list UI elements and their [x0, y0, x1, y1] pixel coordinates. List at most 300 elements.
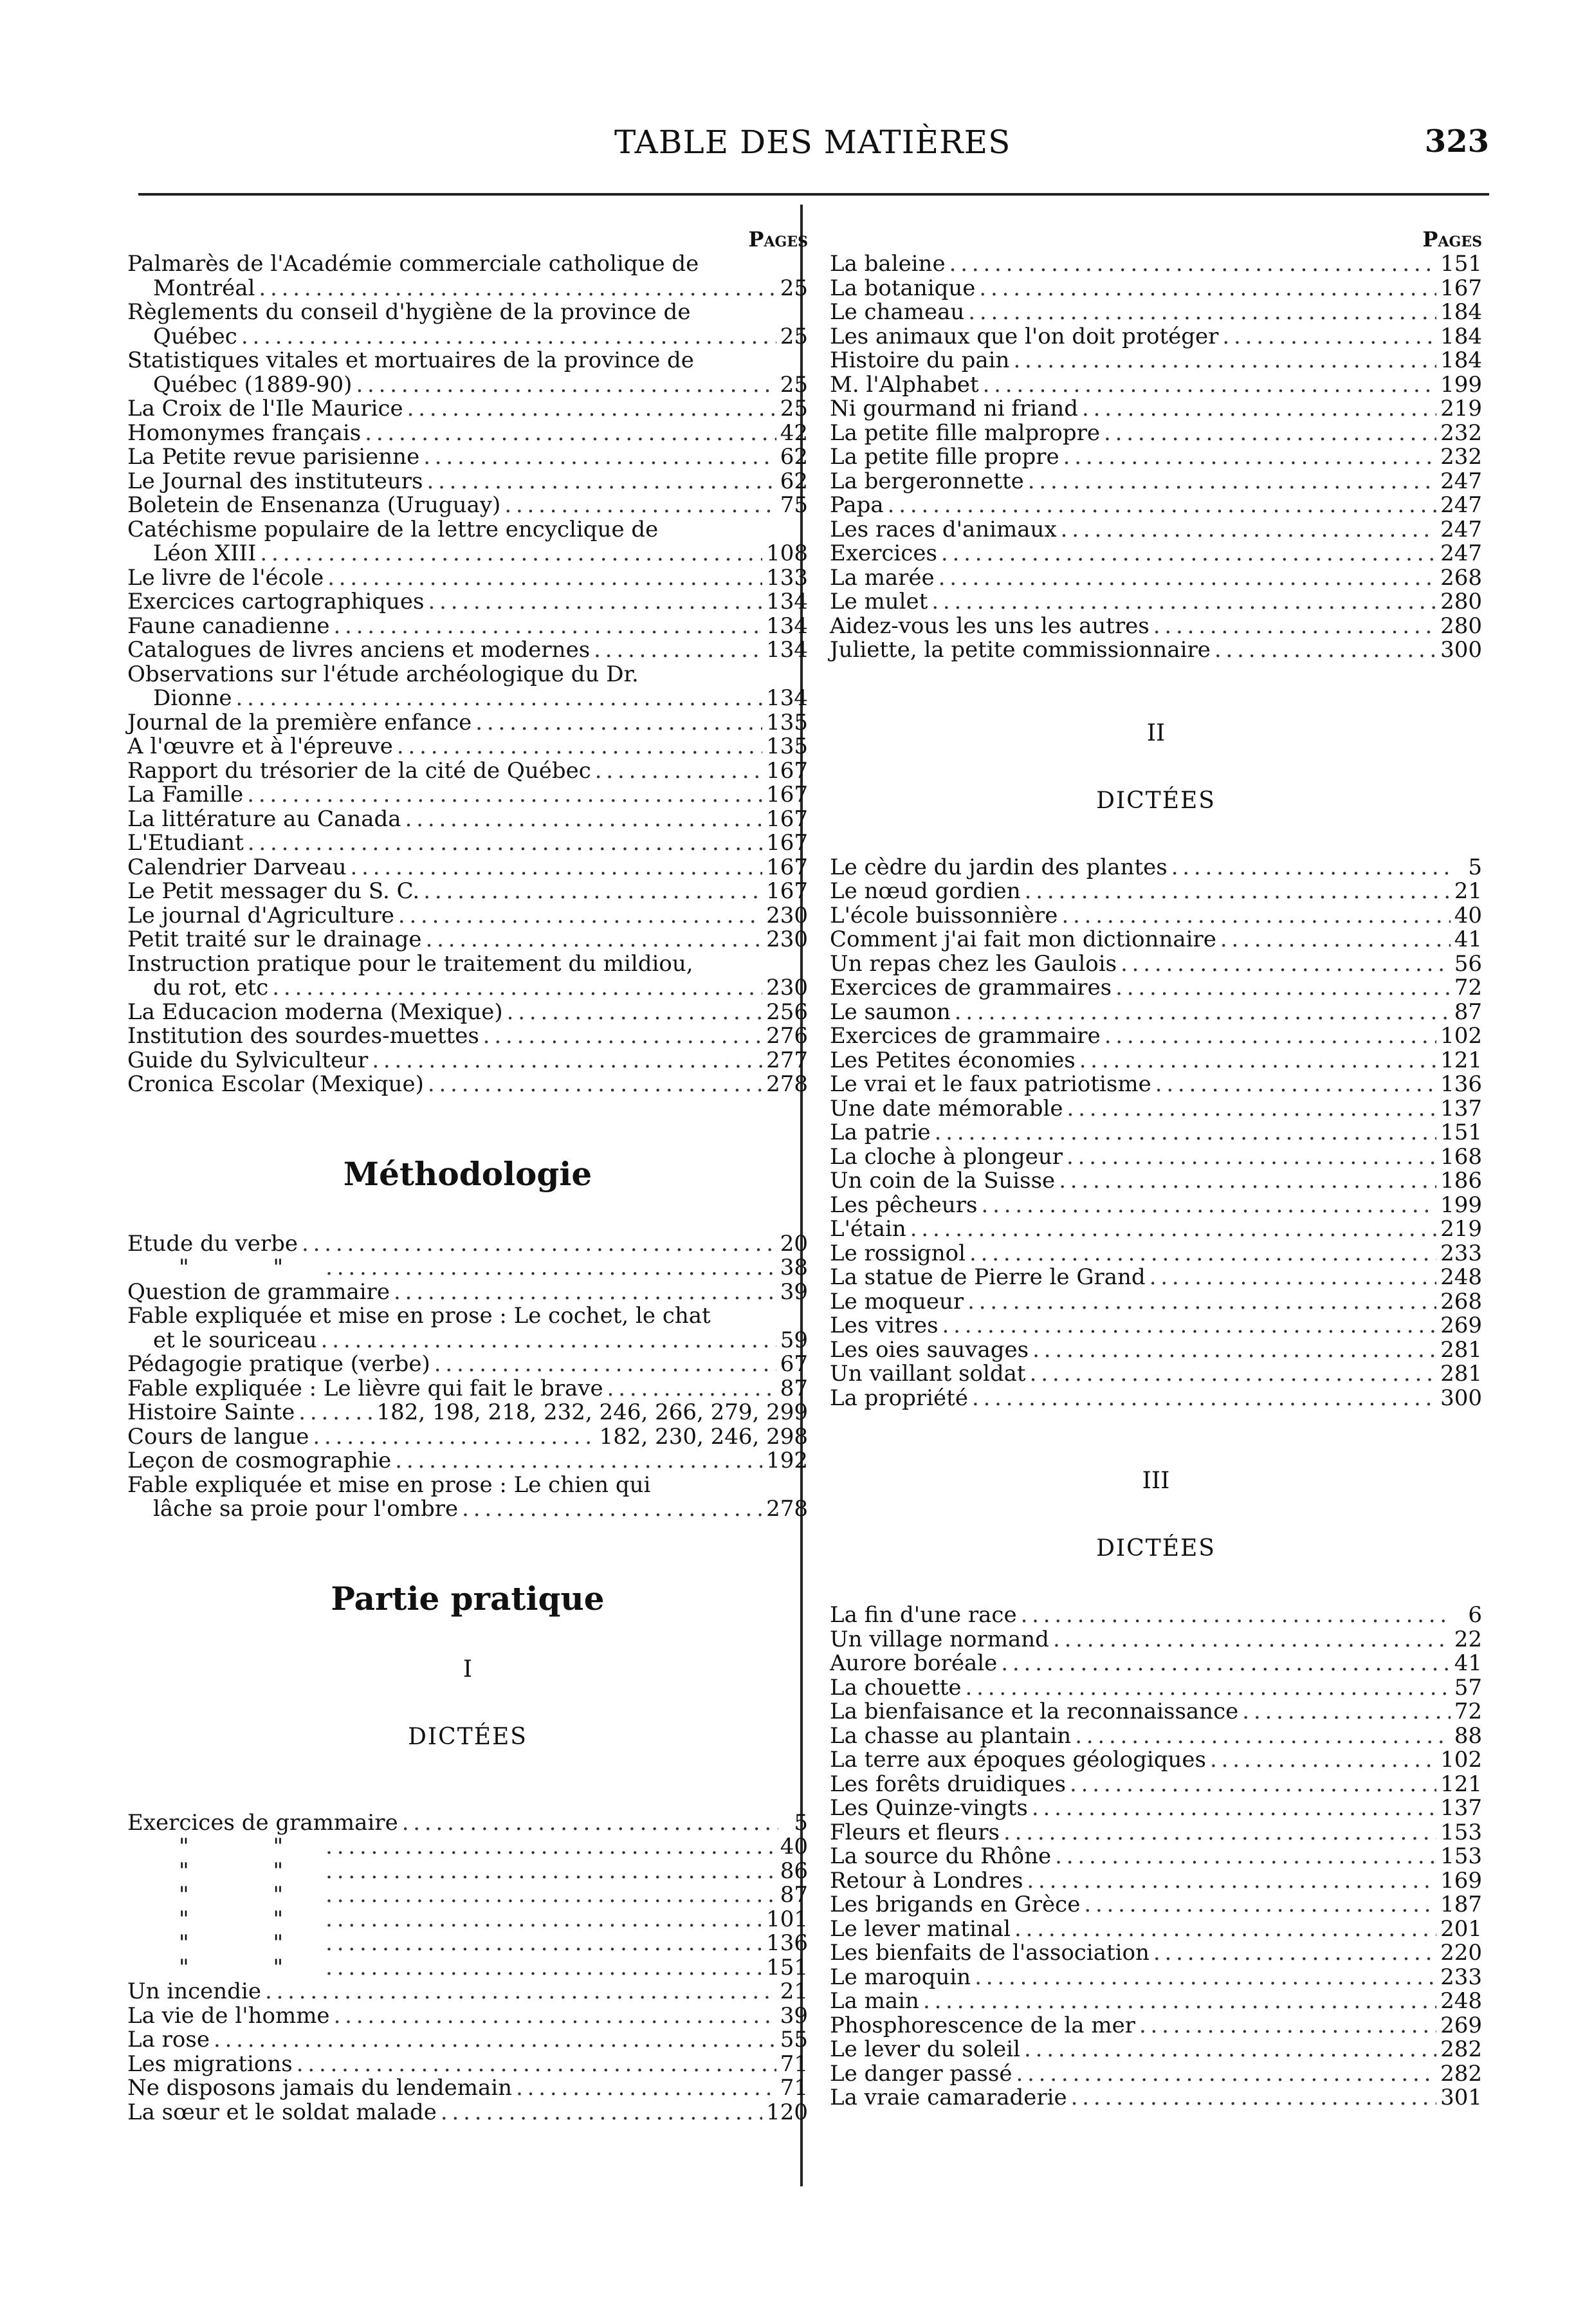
- dot-leader: [405, 807, 763, 832]
- page-number: 323: [1424, 124, 1489, 160]
- entry-title: Calendrier Darveau: [127, 854, 347, 880]
- dot-leader: [910, 1217, 1436, 1242]
- dot-leader: [1053, 1628, 1451, 1652]
- toc-entry: [830, 590, 1482, 614]
- entry-page-number: 72: [1454, 1699, 1482, 1724]
- entry-page-number: 41: [1454, 927, 1482, 952]
- dot-leader: [1001, 1652, 1451, 1676]
- entry-title: Exercices de grammaire: [830, 1023, 1101, 1049]
- entry-title: La patrie: [830, 1120, 931, 1145]
- toc-entry: [127, 928, 808, 952]
- toc-entry: [127, 807, 808, 832]
- toc-entry: [830, 880, 1482, 904]
- dot-leader: [1220, 928, 1451, 952]
- entry-title: Les bienfaits de l'association: [830, 1940, 1150, 1966]
- dot-leader: [1016, 2062, 1436, 2087]
- toc-entry: [830, 904, 1482, 928]
- methodologie-list: [127, 1232, 808, 1522]
- toc-entry: [127, 1449, 808, 1473]
- toc-entry: [830, 1966, 1482, 1990]
- subheading-dictees-i: DICTÉES: [408, 1723, 527, 1750]
- toc-entry: [127, 1425, 808, 1450]
- entry-title: Le lever matinal: [830, 1915, 1011, 1942]
- toc-entry: [127, 638, 808, 663]
- toc-entry: [830, 349, 1482, 373]
- entry-title: La terre aux époques géologiques: [830, 1747, 1206, 1773]
- entry-page-number: 167: [766, 854, 808, 880]
- dot-leader: [1104, 421, 1436, 446]
- entry-title: Statistiques vitales et mortuaires de la province de: [127, 347, 694, 373]
- entry-page-number: 167: [766, 782, 808, 807]
- entry-page-number: 278: [766, 1496, 808, 1522]
- entry-title: La botanique: [830, 275, 976, 301]
- entry-page-number: 22: [1454, 1626, 1482, 1652]
- entry-page-number: 153: [1440, 1819, 1482, 1845]
- entry-page-number: 120: [766, 2099, 808, 2125]
- dot-leader: [966, 1676, 1451, 1701]
- entry-page-number: 169: [1440, 1867, 1482, 1894]
- entry-title: Règlements du conseil d'hygiène de la province de: [127, 299, 691, 325]
- toc-entry: [830, 1242, 1482, 1266]
- dot-leader: [595, 759, 762, 784]
- entry-page-number: 232: [1440, 444, 1482, 470]
- dot-leader: [1115, 976, 1451, 1001]
- dot-leader: [1067, 1097, 1436, 1121]
- entry-page-number: 55: [780, 2027, 808, 2052]
- entry-page-number: 201: [1440, 1915, 1482, 1942]
- dot-leader: [1121, 952, 1451, 977]
- entry-page-number: 21: [1454, 878, 1482, 904]
- toc-entry: [127, 470, 808, 494]
- dot-leader: [397, 735, 762, 759]
- dot-leader: [241, 325, 776, 349]
- toc-entry: [830, 470, 1482, 494]
- toc-entry: [127, 1049, 808, 1073]
- entry-title: Le rossignol: [830, 1240, 966, 1266]
- entry-title: " ": [179, 1858, 322, 1884]
- entry-page-number: 268: [1440, 564, 1482, 591]
- dot-leader: [407, 397, 776, 421]
- entry-title: Québec (1889-90): [153, 371, 353, 398]
- toc-entry: [127, 1232, 808, 1257]
- entry-title: Fable expliquée et mise en prose : Le chien qui: [127, 1471, 651, 1498]
- dot-leader: [394, 1280, 776, 1305]
- dot-leader: [594, 638, 762, 663]
- entry-title: Les vitres: [830, 1313, 939, 1338]
- entry-page-number: 220: [1440, 1940, 1482, 1966]
- entry-page-number: 41: [1454, 1650, 1482, 1676]
- toc-entry: [127, 1256, 808, 1280]
- entry-title: du rot, etc: [153, 975, 269, 1001]
- dot-leader: [214, 2028, 776, 2052]
- entry-title: Les animaux que l'on doit protéger: [830, 323, 1219, 349]
- dot-leader: [935, 1121, 1436, 1145]
- dot-leader: [516, 2076, 776, 2101]
- entry-title: Faune canadienne: [127, 613, 330, 639]
- entry-title: La chasse au plantain: [830, 1722, 1072, 1749]
- toc-entry: [127, 1304, 808, 1352]
- toc-entry: [830, 2014, 1482, 2038]
- dot-leader: [1059, 1169, 1436, 1194]
- entry-title: Exercices cartographiques: [127, 589, 425, 614]
- entry-page-number: 108: [766, 540, 808, 566]
- entry-title: La fin d'une race: [830, 1602, 1017, 1628]
- entry-page-number: 21: [780, 1978, 808, 2004]
- entry-page-number: 136: [766, 1930, 808, 1956]
- toc-entry: [830, 1097, 1482, 1121]
- dot-leader: [1155, 1073, 1436, 1097]
- entry-title: Les brigands en Grèce: [830, 1892, 1081, 1917]
- entry-page-number: 247: [1440, 516, 1482, 542]
- entry-page-number: 186: [1440, 1168, 1482, 1194]
- entry-page-number: 182, 198, 218, 232, 246, 266, 279, 299: [376, 1399, 808, 1425]
- header-rule: [138, 193, 1489, 196]
- entry-title: " ": [179, 1930, 322, 1956]
- toc-entry: [830, 277, 1482, 301]
- entry-page-number: 88: [1454, 1722, 1482, 1749]
- toc-entry: [830, 373, 1482, 398]
- entry-title: et le souriceau: [153, 1327, 317, 1353]
- entry-page-number: 167: [1440, 275, 1482, 301]
- dot-leader: [260, 542, 762, 566]
- toc-entry: [830, 542, 1482, 566]
- entry-title: lâche sa proie pour l'ombre: [153, 1496, 459, 1522]
- dot-leader: [248, 831, 762, 856]
- toc-entry: [127, 1024, 808, 1049]
- dot-leader: [979, 277, 1436, 301]
- entry-page-number: 40: [780, 1834, 808, 1859]
- entry-title: L'école buissonnière: [830, 902, 1058, 928]
- entry-page-number: 134: [766, 637, 808, 663]
- roman-numeral-ii: II: [1146, 719, 1166, 746]
- page-title: TABLE DES MATIÈRES: [614, 124, 1011, 161]
- entry-page-number: 219: [1440, 396, 1482, 421]
- entry-page-number: 281: [1440, 1336, 1482, 1363]
- entry-title: Papa: [830, 492, 884, 518]
- entry-title: Phosphorescence de la mer: [830, 2012, 1135, 2038]
- toc-entry: [830, 397, 1482, 421]
- entry-title: Pédagogie pratique (verbe): [127, 1351, 430, 1377]
- entry-title: Une date mémorable: [830, 1095, 1063, 1121]
- entry-page-number: 268: [1440, 1288, 1482, 1314]
- toc-entry: [127, 735, 808, 759]
- entry-page-number: 280: [1440, 589, 1482, 614]
- entry-title: Le nœud gordien: [830, 878, 1021, 904]
- entry-title: La chouette: [830, 1674, 962, 1701]
- dot-leader: [426, 470, 776, 494]
- entry-title: La vraie camaraderie: [830, 2085, 1067, 2110]
- dot-leader: [1082, 397, 1436, 421]
- dot-leader: [1013, 349, 1436, 373]
- toc-entry: [127, 1473, 808, 1522]
- dot-leader: [504, 493, 776, 518]
- toc-entry: [830, 1845, 1482, 1869]
- entry-page-number: 38: [780, 1255, 808, 1280]
- entry-page-number: 300: [1440, 637, 1482, 663]
- entry-page-number: 67: [780, 1351, 808, 1377]
- entry-page-number: 72: [1454, 975, 1482, 1001]
- toc-entry: [127, 397, 808, 421]
- toc-entry: [830, 928, 1482, 952]
- toc-entry: [127, 880, 808, 904]
- entry-title: L'Etudiant: [127, 830, 244, 856]
- dot-leader: [1071, 2086, 1436, 2110]
- toc-entry: [127, 1001, 808, 1025]
- entry-title: Observations sur l'étude archéologique du Dr.: [127, 661, 639, 687]
- dot-leader: [1210, 1748, 1436, 1773]
- toc-entry: [830, 1869, 1482, 1894]
- entry-title: Question de grammaire: [127, 1278, 390, 1305]
- dot-leader: [1003, 1821, 1436, 1845]
- toc-entry: [127, 1859, 808, 1884]
- dot-leader: [402, 1811, 778, 1836]
- entry-title: La main: [830, 1988, 919, 2014]
- entry-page-number: 39: [780, 1278, 808, 1305]
- entry-page-number: 137: [1440, 1795, 1482, 1821]
- toc-entry: [127, 300, 808, 349]
- entry-page-number: 281: [1440, 1361, 1482, 1387]
- dot-leader: [975, 1966, 1436, 1990]
- toc-entry: [830, 1821, 1482, 1845]
- toc-entry: [127, 1932, 808, 1956]
- dot-leader: [356, 373, 776, 398]
- entry-page-number: 232: [1440, 420, 1482, 446]
- entry-title: Boletein de Ensenanza (Uruguay): [127, 492, 501, 518]
- dot-leader: [1014, 1917, 1436, 1942]
- dot-leader: [475, 711, 762, 735]
- toc-entry: [830, 1194, 1482, 1218]
- entry-title: Le danger passé: [830, 2060, 1012, 2087]
- dot-leader: [247, 783, 762, 807]
- toc-entry: [127, 952, 808, 1001]
- entry-title: Palmarès de l'Académie commerciale catholique de: [127, 251, 699, 277]
- toc-entry: [830, 1748, 1482, 1773]
- entry-title: Journal de la première enfance: [127, 709, 472, 735]
- entry-page-number: 25: [780, 323, 808, 349]
- entry-title: Rapport du trésorier de la cité de Québec: [127, 757, 591, 784]
- dot-leader: [507, 1001, 762, 1025]
- dot-leader: [434, 1352, 776, 1377]
- toc-entry: [830, 1338, 1482, 1363]
- entry-title: Le chameau: [830, 299, 965, 325]
- entry-title: Les migrations: [127, 2051, 293, 2077]
- toc-entry: [830, 1314, 1482, 1338]
- dot-leader: [1055, 1845, 1436, 1869]
- dot-leader: [1150, 1266, 1436, 1290]
- entry-title: Le Petit messager du S. C.: [127, 878, 420, 904]
- entry-title: Un repas chez les Gaulois: [830, 950, 1117, 977]
- entry-page-number: 25: [780, 371, 808, 398]
- entry-page-number: 101: [766, 1906, 808, 1932]
- entry-title: Le livre de l'école: [127, 564, 324, 591]
- entry-title: La rose: [127, 2027, 210, 2052]
- dot-leader: [325, 1908, 762, 1932]
- toc-entry: [830, 1724, 1482, 1749]
- dot-leader: [1028, 470, 1436, 494]
- dot-leader: [931, 590, 1436, 614]
- entry-page-number: 134: [766, 613, 808, 639]
- entry-page-number: 136: [1440, 1071, 1482, 1097]
- entry-title: La Croix de l'Ile Maurice: [127, 396, 403, 421]
- toc-entry: [127, 518, 808, 566]
- entry-page-number: 71: [780, 2051, 808, 2077]
- dot-leader: [942, 1314, 1437, 1338]
- toc-entry: [127, 1811, 808, 1836]
- entry-title: Aurore boréale: [830, 1650, 998, 1676]
- dot-leader: [297, 2052, 776, 2077]
- toc-entry: [127, 566, 808, 591]
- entry-page-number: 86: [780, 1858, 808, 1884]
- entry-page-number: 153: [1440, 1843, 1482, 1869]
- toc-entry: [830, 2086, 1482, 2110]
- entry-title: Cronica Escolar (Mexique): [127, 1071, 424, 1097]
- entry-title: Guide du Sylviculteur: [127, 1047, 369, 1073]
- toc-entry: [127, 1956, 808, 1980]
- roman-numeral-i: I: [463, 1655, 473, 1683]
- dot-leader: [982, 1194, 1437, 1218]
- dot-leader: [607, 1377, 776, 1401]
- entry-title: Le vrai et le faux patriotisme: [830, 1071, 1151, 1097]
- entry-title: Les oies sauvages: [830, 1336, 1029, 1363]
- entry-page-number: 167: [766, 806, 808, 832]
- entry-title: Le Journal des instituteurs: [127, 468, 423, 494]
- dot-leader: [1153, 614, 1436, 639]
- entry-page-number: 168: [1440, 1143, 1482, 1170]
- entry-page-number: 269: [1440, 2012, 1482, 2038]
- entry-page-number: 135: [766, 709, 808, 735]
- toc-entry: [830, 493, 1482, 518]
- entry-page-number: 276: [766, 1023, 808, 1049]
- entry-title: Histoire du pain: [830, 347, 1010, 373]
- toc-entry: [830, 2062, 1482, 2087]
- dot-leader: [1024, 2038, 1436, 2062]
- entry-page-number: 248: [1440, 1988, 1482, 2014]
- dot-leader: [423, 880, 762, 904]
- entry-page-number: 247: [1440, 540, 1482, 566]
- entry-title: Le saumon: [830, 999, 951, 1025]
- toc-entry: [830, 1652, 1482, 1676]
- entry-title: Petit traité sur le drainage: [127, 927, 422, 952]
- entry-title: Le lever du soleil: [830, 2036, 1021, 2062]
- entry-title: " ": [179, 1882, 322, 1908]
- toc-entry: [127, 1280, 808, 1305]
- toc-entry: [830, 518, 1482, 542]
- dictees-ii-list: [830, 856, 1482, 1411]
- entry-title: Un coin de la Suisse: [830, 1168, 1056, 1194]
- entry-title: La propriété: [830, 1385, 968, 1411]
- entry-page-number: 5: [1468, 854, 1482, 880]
- toc-entry: [127, 1377, 808, 1401]
- dot-leader: [398, 904, 762, 928]
- section-heading-partie-pratique: Partie pratique: [331, 1579, 605, 1618]
- dot-leader: [441, 2101, 762, 2125]
- entry-title: La bienfaisance et la reconnaissance: [830, 1699, 1239, 1724]
- dot-leader: [259, 277, 776, 301]
- entry-page-number: 56: [1454, 950, 1482, 977]
- dot-leader: [423, 445, 776, 470]
- entry-title: Instruction pratique pour le traitement du mildiou,: [127, 950, 693, 977]
- entry-page-number: 102: [1440, 1023, 1482, 1049]
- dot-leader: [426, 928, 763, 952]
- dot-leader: [1222, 325, 1436, 349]
- toc-entry: [127, 2052, 808, 2077]
- entry-title: Un vaillant soldat: [830, 1361, 1026, 1387]
- dot-leader: [941, 542, 1436, 566]
- toc-entry: [830, 566, 1482, 591]
- subheading-dictees-iii: DICTÉES: [1096, 1535, 1216, 1562]
- dot-leader: [302, 1232, 776, 1257]
- dot-leader: [949, 252, 1437, 277]
- entry-page-number: 301: [1440, 2085, 1482, 2110]
- entry-page-number: 199: [1440, 371, 1482, 398]
- dot-leader: [325, 1835, 776, 1859]
- toc-entry: [830, 1073, 1482, 1097]
- entry-title: Fable expliquée : Le lièvre qui fait le brave: [127, 1375, 603, 1401]
- dot-leader: [321, 1329, 776, 1353]
- dot-leader: [1030, 1362, 1437, 1387]
- toc-entry: [830, 325, 1482, 349]
- dot-leader: [1242, 1700, 1451, 1724]
- toc-entry: [127, 1835, 808, 1859]
- entry-page-number: 135: [766, 733, 808, 759]
- entry-title: Histoire Sainte: [127, 1399, 295, 1425]
- toc-entry: [830, 1145, 1482, 1170]
- toc-entry: [127, 1908, 808, 1932]
- entry-title: Homonymes français: [127, 420, 362, 446]
- entry-page-number: 199: [1440, 1192, 1482, 1218]
- dictees-iii-list: [830, 1603, 1482, 2110]
- entry-page-number: 167: [766, 830, 808, 856]
- dot-leader: [955, 1001, 1451, 1025]
- toc-entry: [127, 421, 808, 446]
- entry-page-number: 151: [1440, 1120, 1482, 1145]
- entry-title: Le cèdre du jardin des plantes: [830, 854, 1168, 880]
- entry-page-number: 230: [766, 927, 808, 952]
- dot-leader: [1025, 880, 1451, 904]
- dot-leader: [428, 1073, 762, 1097]
- entry-page-number: 6: [1468, 1602, 1482, 1628]
- toc-entry: [830, 952, 1482, 977]
- dot-leader: [967, 1290, 1436, 1314]
- entry-title: Juliette, la petite commissionnaire: [830, 637, 1211, 663]
- entry-title: La baleine: [830, 251, 946, 277]
- toc-entry: [830, 1917, 1482, 1942]
- toc-entry: [127, 614, 808, 639]
- dot-leader: [462, 1497, 762, 1522]
- dictees-i-list: [127, 1811, 808, 2125]
- toc-entry: [830, 445, 1482, 470]
- entry-page-number: 121: [1440, 1771, 1482, 1797]
- dot-leader: [395, 1449, 762, 1473]
- toc-entry: [830, 638, 1482, 663]
- entry-title: " ": [179, 1834, 322, 1859]
- toc-entry: [830, 1676, 1482, 1701]
- entry-page-number: 62: [780, 468, 808, 494]
- dot-leader: [1214, 638, 1436, 663]
- entry-title: Le moqueur: [830, 1288, 964, 1314]
- entry-title: Fable expliquée et mise en prose : Le cochet, le chat: [127, 1303, 711, 1329]
- dot-leader: [1171, 856, 1452, 880]
- dot-leader: [969, 1242, 1436, 1266]
- entries-list: [127, 252, 808, 1097]
- entry-page-number: 25: [780, 275, 808, 301]
- entry-title: La Petite revue parisienne: [127, 444, 420, 470]
- entry-title: Les Quinze-vingts: [830, 1795, 1028, 1821]
- entry-title: Exercices de grammaires: [830, 975, 1112, 1001]
- entry-title: Institution des sourdes-muettes: [127, 1023, 479, 1049]
- entry-page-number: 134: [766, 685, 808, 711]
- dot-leader: [272, 976, 762, 1001]
